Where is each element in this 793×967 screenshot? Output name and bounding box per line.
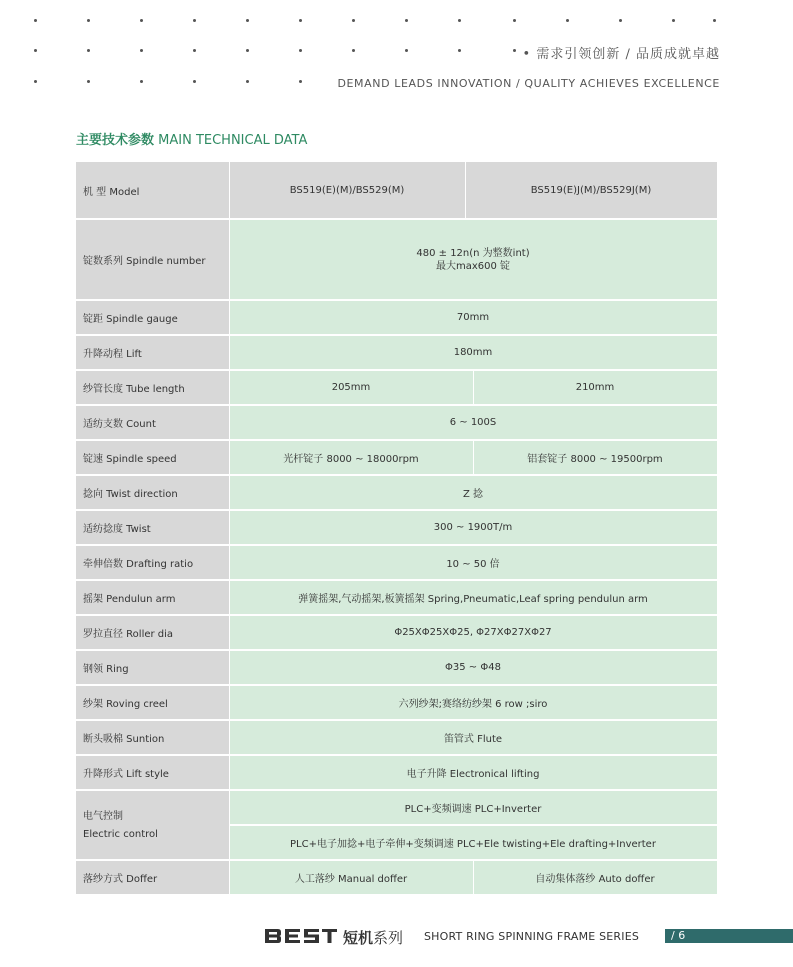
row-label: 断头吸棉 Suntion	[76, 720, 229, 755]
decorative-dot	[140, 80, 143, 83]
row-value: 180mm	[229, 335, 717, 370]
row-label	[76, 790, 229, 860]
row-value: 六列纱架;赛络纺纱架 6 row ;siro	[229, 685, 717, 720]
table-row-electric-control-1	[76, 790, 717, 825]
model-value-2: BS519(E)J(M)/BS529J(M)	[465, 162, 717, 219]
row-label: 锭速 Spindle speed	[76, 440, 229, 475]
table-row-count	[76, 405, 717, 440]
row-label: 适纺捻度 Twist	[76, 510, 229, 545]
table-row-twist-direction	[76, 475, 717, 510]
row-value: 70mm	[229, 300, 717, 335]
decorative-dot	[193, 19, 196, 22]
row-value-2: 自动集体落纱 Auto doffer	[473, 860, 717, 895]
row-value-1: 205mm	[229, 370, 473, 405]
table-row-model	[76, 162, 717, 219]
decorative-dot	[140, 49, 143, 52]
decorative-dot	[458, 49, 461, 52]
row-value: 电子升降 Electronical lifting	[229, 755, 717, 790]
row-label: 升降动程 Lift	[76, 335, 229, 370]
row-value	[229, 219, 717, 300]
decorative-dot	[193, 49, 196, 52]
electric-control-label-cn: 电气控制	[83, 810, 123, 822]
decorative-dot	[34, 80, 37, 83]
model-value-1: BS519(E)(M)/BS529(M)	[229, 162, 465, 219]
table-row-ring	[76, 650, 717, 685]
table-row-spindle-number	[76, 219, 717, 300]
decorative-dot	[246, 49, 249, 52]
section-title-en: MAIN TECHNICAL DATA	[154, 133, 308, 148]
row-value-1: 光杆锭子 8000 ~ 18000rpm	[229, 440, 473, 475]
decorative-dot	[299, 19, 302, 22]
row-value-1: 人工落纱 Manual doffer	[229, 860, 473, 895]
decorative-dot	[87, 19, 90, 22]
row-label: 捻向 Twist direction	[76, 475, 229, 510]
table-row-doffer	[76, 860, 717, 895]
row-value-2: 铝套锭子 8000 ~ 19500rpm	[473, 440, 717, 475]
decorative-dot	[405, 19, 408, 22]
decorative-dot	[246, 80, 249, 83]
row-label: 牵伸倍数 Drafting ratio	[76, 545, 229, 580]
row-label: 摇架 Pendulun arm	[76, 580, 229, 615]
brand-series-cn-light: 系列	[373, 929, 404, 947]
row-value: Z 捻	[229, 475, 717, 510]
electric-control-label-en: Electric control	[83, 828, 158, 840]
spindle-number-line2: 最大max600 锭	[435, 260, 511, 272]
table-row-lift-style	[76, 755, 717, 790]
slogan-english: DEMAND LEADS INNOVATION / QUALITY ACHIEVES EXCELLENCE	[337, 77, 720, 90]
row-value: 300 ~ 1900T/m	[229, 510, 717, 545]
table-row-spindle-speed	[76, 440, 717, 475]
table-row-roving-creel	[76, 685, 717, 720]
decorative-dot	[713, 19, 716, 22]
slogan-chinese: • 需求引领创新 / 品质成就卓越	[522, 47, 720, 62]
decorative-dot	[140, 19, 143, 22]
series-name-en: SHORT RING SPINNING FRAME SERIES	[424, 930, 640, 943]
row-value: 笛管式 Flute	[229, 720, 717, 755]
row-label: 钢领 Ring	[76, 650, 229, 685]
row-value: 6 ~ 100S	[229, 405, 717, 440]
decorative-dot	[87, 49, 90, 52]
table-row-twist	[76, 510, 717, 545]
decorative-dot	[87, 80, 90, 83]
table-row-tube-length	[76, 370, 717, 405]
row-label: 机 型 Model	[76, 162, 229, 219]
technical-data-table	[76, 162, 718, 896]
decorative-dot	[246, 19, 249, 22]
row-label: 适纺支数 Count	[76, 405, 229, 440]
brand-logo-text: BEST	[265, 928, 268, 929]
table-row-drafting-ratio	[76, 545, 717, 580]
row-label: 罗拉直径 Roller dia	[76, 615, 229, 650]
table-row-spindle-gauge	[76, 300, 717, 335]
decorative-dot	[299, 80, 302, 83]
row-label: 落纱方式 Doffer	[76, 860, 229, 895]
table-row-lift	[76, 335, 717, 370]
row-value: PLC+变频调速 PLC+Inverter	[229, 790, 717, 825]
decorative-dot	[34, 19, 37, 22]
brand-series-cn	[343, 927, 403, 948]
page-number: / 6	[671, 929, 686, 942]
decorative-dot	[672, 19, 675, 22]
decorative-dot	[299, 49, 302, 52]
section-title-cn: 主要技术参数	[76, 133, 155, 148]
decorative-dot	[405, 49, 408, 52]
row-value: Φ35 ~ Φ48	[229, 650, 717, 685]
decorative-dot	[513, 49, 516, 52]
row-value-2: 210mm	[473, 370, 717, 405]
brand-series-cn-bold: 短机	[343, 929, 374, 947]
row-label: 升降形式 Lift style	[76, 755, 229, 790]
row-label: 锭距 Spindle gauge	[76, 300, 229, 335]
spindle-number-line1: 480 ± 12n(n 为整数int)	[416, 247, 530, 259]
row-value: 弹簧摇架,气动摇架,板簧摇架 Spring,Pneumatic,Leaf spring pendulun arm	[229, 580, 717, 615]
table-row-suntion	[76, 720, 717, 755]
decorative-dot	[193, 80, 196, 83]
decorative-dot	[34, 49, 37, 52]
row-label: 纱管长度 Tube length	[76, 370, 229, 405]
brand-logo	[265, 928, 337, 944]
decorative-dot	[513, 19, 516, 22]
table-row-roller-dia	[76, 615, 717, 650]
row-label: 纱架 Roving creel	[76, 685, 229, 720]
decorative-dot	[352, 49, 355, 52]
row-value: Φ25XΦ25XΦ25, Φ27XΦ27XΦ27	[229, 615, 717, 650]
decorative-dot	[619, 19, 622, 22]
table-row-pendulun-arm	[76, 580, 717, 615]
decorative-dot	[566, 19, 569, 22]
decorative-dot	[352, 19, 355, 22]
decorative-dot	[458, 19, 461, 22]
row-value: PLC+电子加捻+电子牵伸+变频调速 PLC+Ele twisting+Ele drafting+Inverter	[229, 825, 717, 860]
section-title	[76, 129, 307, 148]
row-value: 10 ~ 50 倍	[229, 545, 717, 580]
row-label: 锭数系列 Spindle number	[76, 219, 229, 300]
